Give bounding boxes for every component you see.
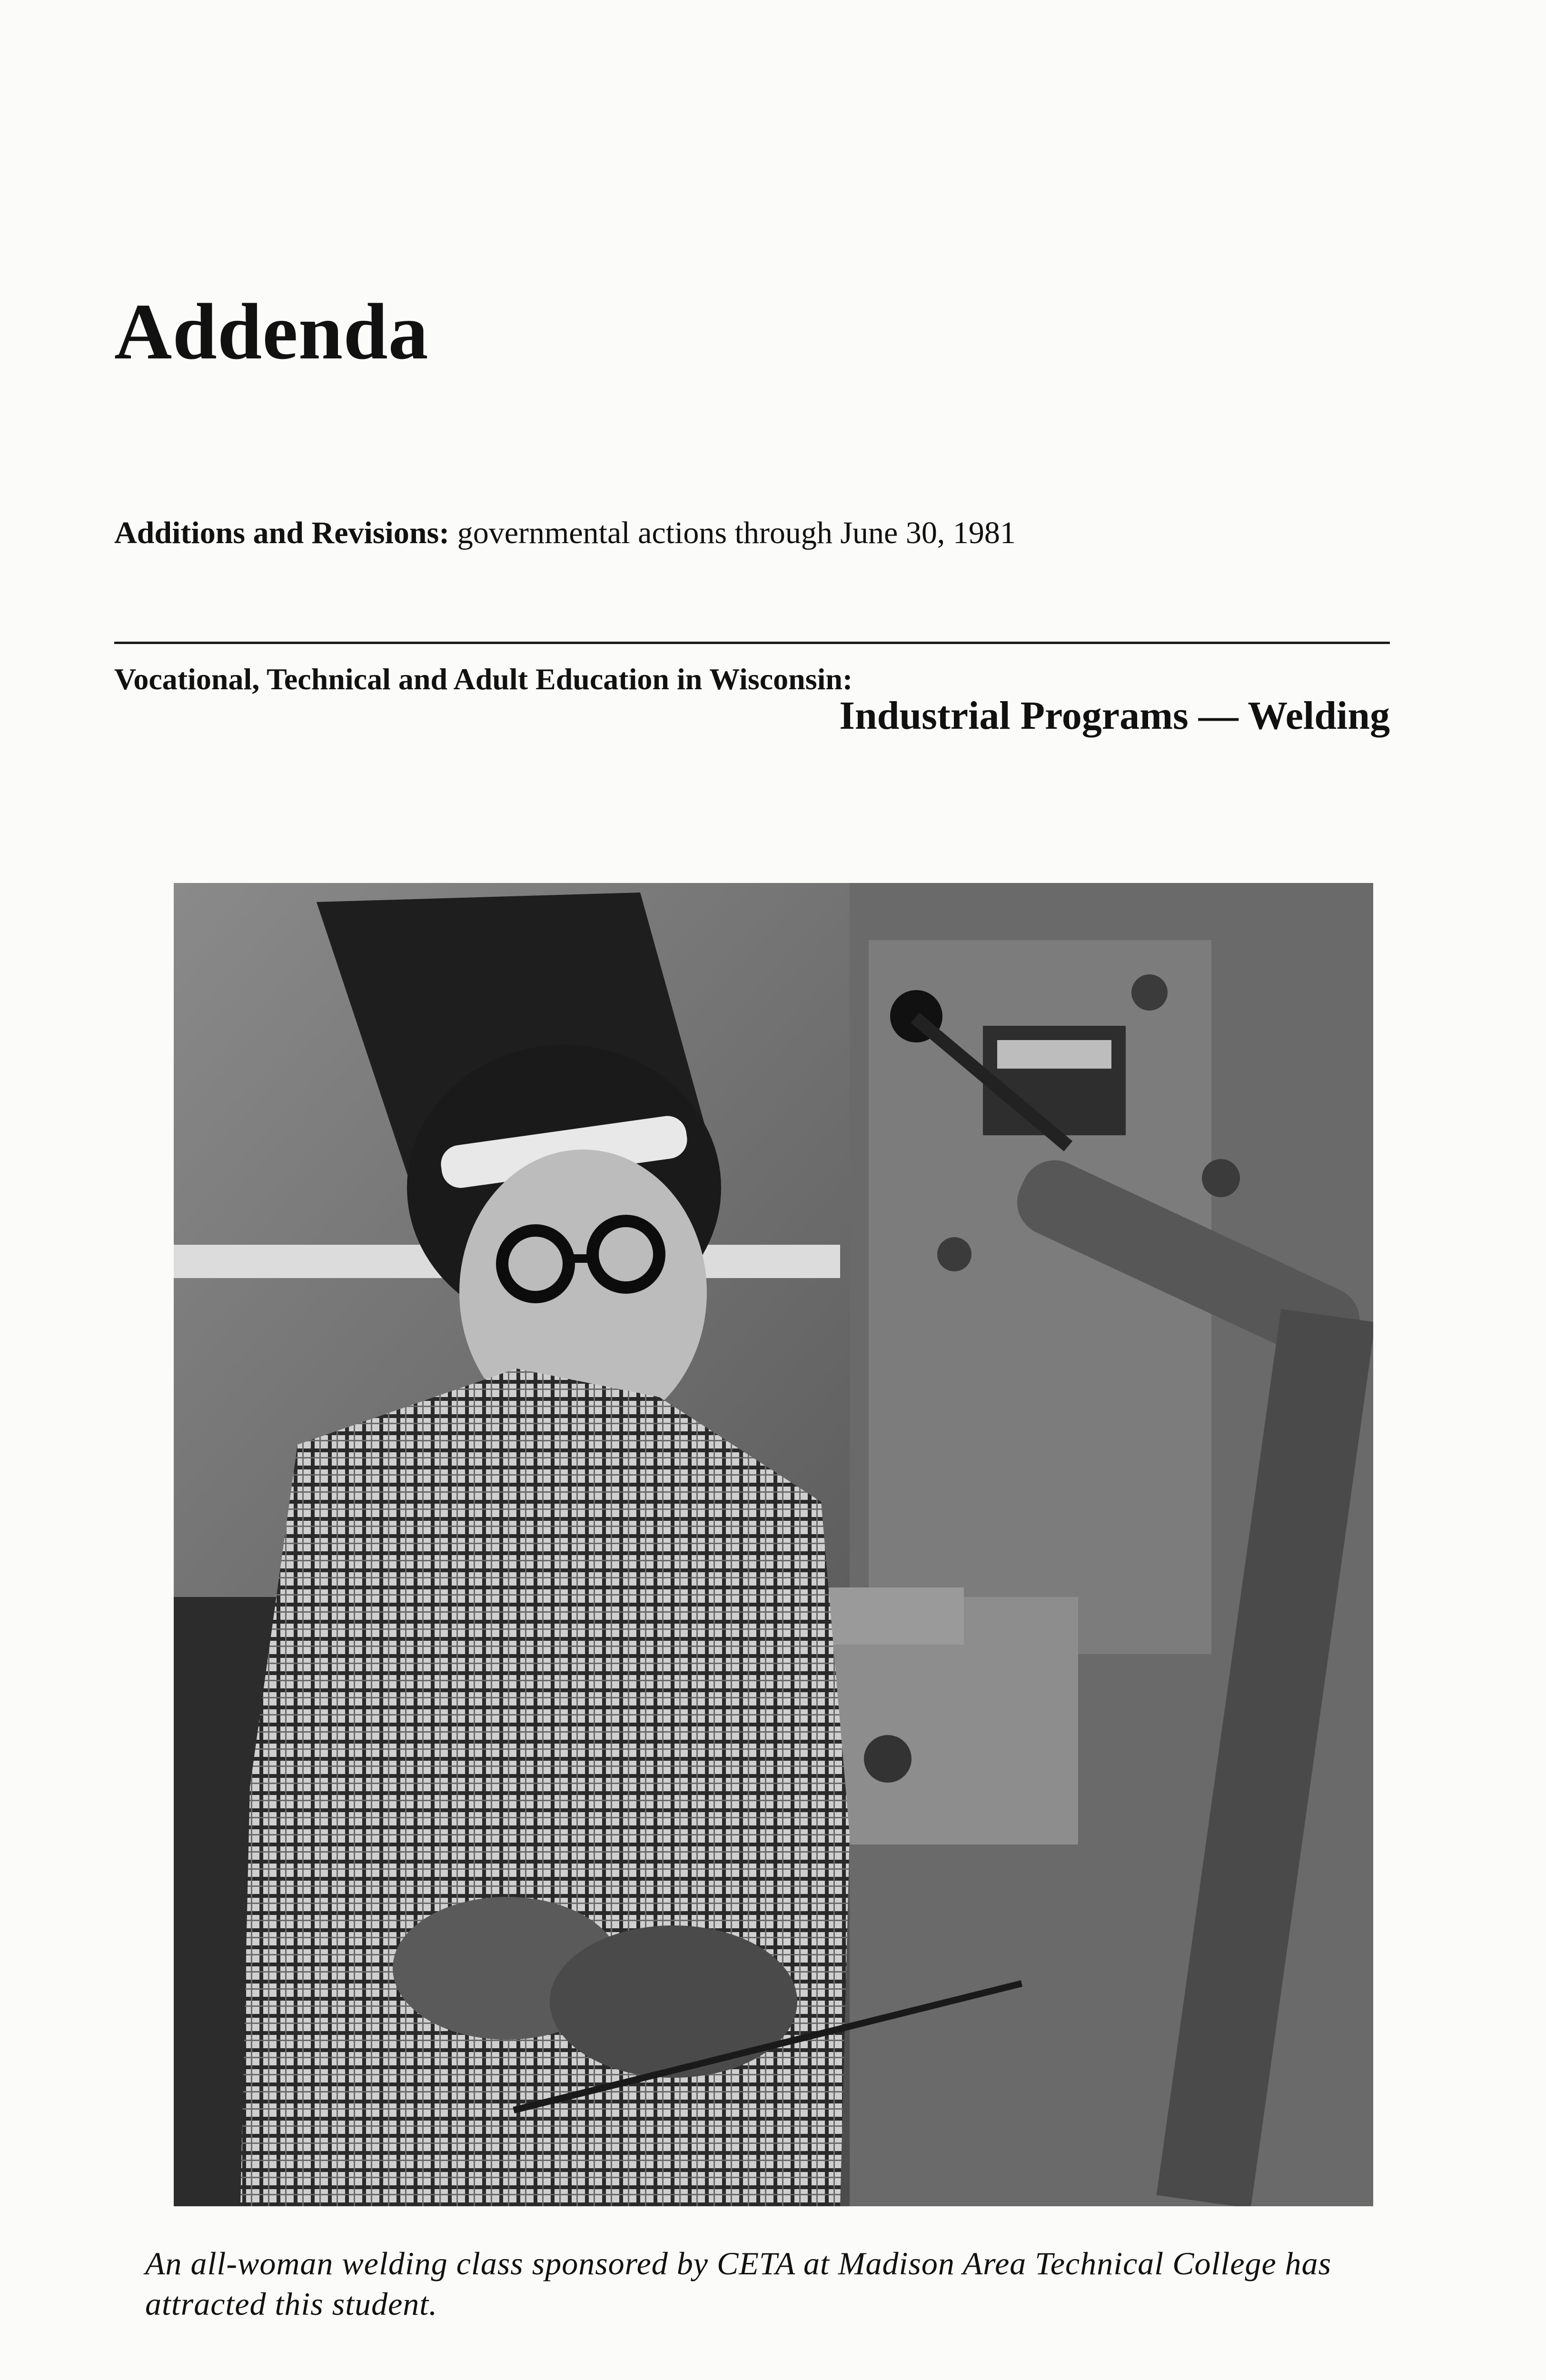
- page-title: Addenda: [114, 287, 429, 376]
- revisions-line: [114, 514, 1016, 552]
- section-subheading: Industrial Programs — Welding: [839, 694, 1390, 738]
- section-divider: [114, 642, 1390, 644]
- photo-caption: An all-woman welding class sponsored by CETA at Madison Area Technical College has attracted this student.: [145, 2245, 1332, 2322]
- revisions-text: governmental actions through June 30, 1981: [449, 516, 1016, 550]
- revisions-lead: Additions and Revisions:: [114, 516, 450, 550]
- welding-student-photo: [174, 883, 1373, 2206]
- photo-illustration: [174, 883, 1373, 2206]
- section-heading: Vocational, Technical and Adult Education in Wisconsin:: [114, 662, 853, 696]
